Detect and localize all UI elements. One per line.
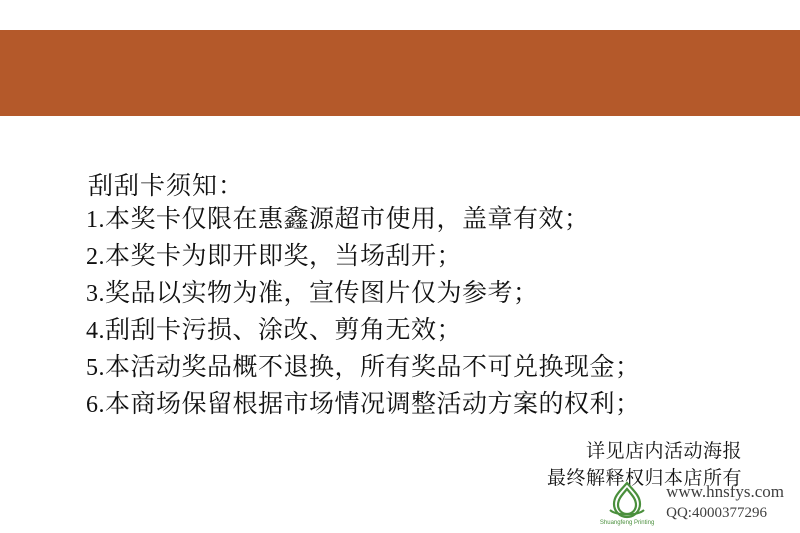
printing-company-logo-icon <box>596 477 658 527</box>
watermark-qq: QQ:4000377296 <box>666 505 767 521</box>
list-item-number: 6. <box>86 392 105 418</box>
footnote-interpretation: 最终解释权归本店所有 <box>546 468 742 489</box>
list-item-text: 本活动奖品概不退换，所有奖品不可兑换现金； <box>105 353 641 381</box>
list-item-number: 4. <box>86 318 105 344</box>
list-item-text: 奖品以实物为准，宣传图片仅为参考； <box>105 279 539 307</box>
list-item <box>86 238 776 275</box>
watermark-url: www.hnsfys.com <box>666 482 784 501</box>
watermark-text <box>666 482 784 522</box>
list-item <box>86 312 776 349</box>
logo-caption: Shuangfeng Printing <box>599 520 655 526</box>
list-item-number: 3. <box>86 281 105 307</box>
notice-list <box>86 201 776 423</box>
footnote-poster: 详见店内活动海报 <box>585 441 742 462</box>
watermark <box>596 477 784 527</box>
list-item <box>86 201 776 238</box>
list-item-text: 刮刮卡污损、涂改、剪角无效； <box>105 316 463 344</box>
list-item-number: 1. <box>86 207 105 233</box>
top-color-band <box>0 30 800 116</box>
notice-title: 刮刮卡须知： <box>88 172 245 200</box>
list-item <box>86 386 776 423</box>
list-item-text: 本奖卡仅限在惠鑫源超市使用，盖章有效； <box>105 205 590 233</box>
list-item <box>86 275 776 312</box>
list-item <box>86 349 776 386</box>
notice-content <box>0 116 800 533</box>
list-item-number: 5. <box>86 355 105 381</box>
list-item-text: 本奖卡为即开即奖，当场刮开； <box>105 242 463 270</box>
list-item-text: 本商场保留根据市场情况调整活动方案的权利； <box>105 390 641 418</box>
list-item-number: 2. <box>86 244 105 270</box>
